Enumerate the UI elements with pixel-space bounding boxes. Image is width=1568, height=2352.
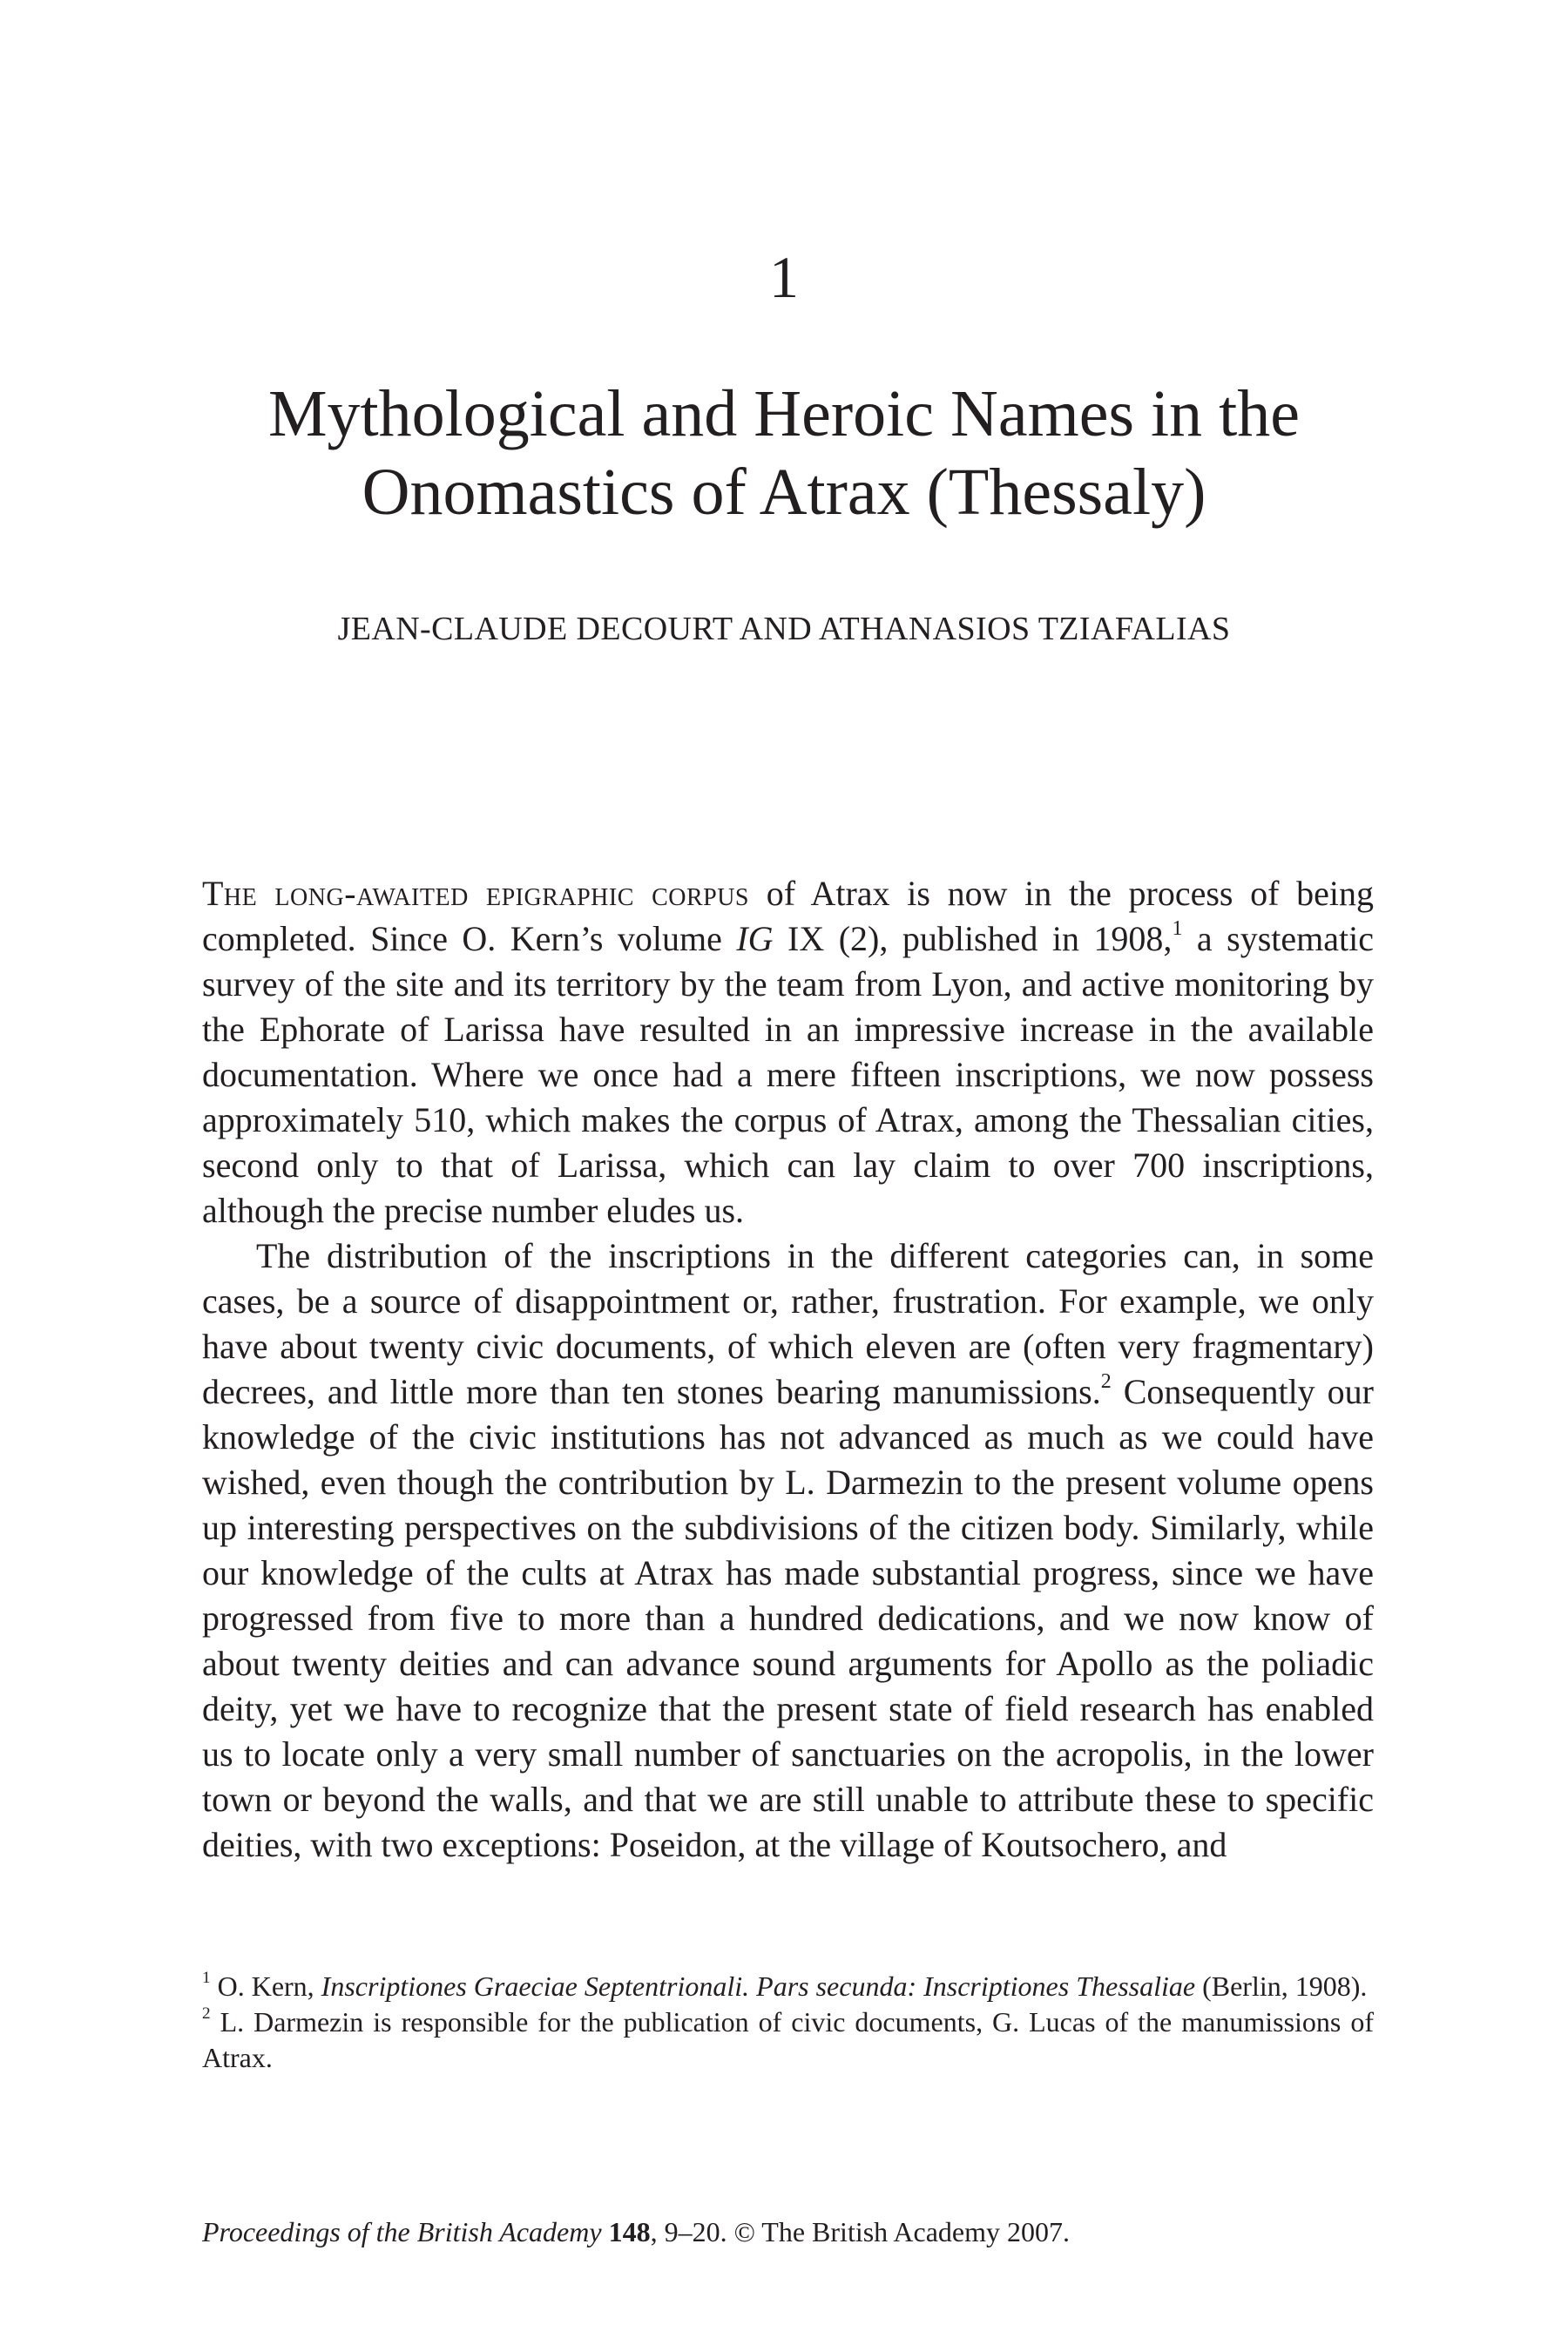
footnote-1 xyxy=(202,1969,1374,2004)
paragraph-1-text-b: IX (2), published in 1908, xyxy=(773,919,1173,958)
page-footer xyxy=(202,2214,1374,2250)
footnote-ref-2[interactable]: 2 xyxy=(1100,1370,1112,1394)
journal-title: Proceedings of the British Academy xyxy=(202,2216,602,2247)
footnote-1-text-a: O. Kern, xyxy=(210,1970,321,2002)
chapter-number: 1 xyxy=(769,244,799,310)
chapter-title-line-1: Mythological and Heroic Names in the xyxy=(267,377,1300,450)
paragraph-1-text-c: a systematic survey of the site and its territory by the team from Lyon, and active monitoring by the Ephorate of Larissa have resulted in an impressive increase in the available documentation. Where we once had a mere fifteen inscriptions, we now possess approximately 510, which makes the corpus of Atrax, among the Thessalian cities, second only to that of Larissa, which can lay claim to over 700 inscriptions, although the precise number eludes us. xyxy=(202,919,1374,1230)
paragraph-1-text-a: of Atrax is now in the process of being completed. Since O. Kern’s volume xyxy=(202,874,1375,958)
footnote-1-title: Inscriptiones Graeciae Septentrionali. Pars secunda: Inscriptiones Thessaliae xyxy=(321,1970,1196,2002)
paragraph-2-text-b: Consequently our knowledge of the civic institutions has not advanced as much as we could have wished, even though the contribution by L. Darmezin to the present volume opens up interesting perspectives on the subdivisions of the citizen body. Similarly, while our knowledge of the cults at Atrax has made substantial progress, since we have progressed from five to more than a hundred dedications, and we now know of about twenty deities and can advance sound arguments for Apollo as the poliadic deity, yet we have to recognize that the present state of field research has enabled us to locate only a very small number of sanctuaries on the acropolis, in the lower town or beyond the walls, and that we are still unable to attribute these to specific deities, with two exceptions: Poseidon, at the village of Koutsochero, and xyxy=(202,1372,1374,1864)
footnote-2 xyxy=(202,2004,1374,2076)
authors: JEAN-CLAUDE DECOURT AND ATHANASIOS TZIAFALIAS xyxy=(337,611,1231,647)
chapter-title xyxy=(157,375,1411,531)
opening-smallcaps: The long-awaited epigraphic corpus xyxy=(202,874,750,913)
ig-abbreviation: IG xyxy=(736,919,774,958)
paragraph-2 xyxy=(202,1233,1374,1868)
footnote-1-mark: 1 xyxy=(202,1969,211,1988)
footnote-ref-1[interactable]: 1 xyxy=(1172,917,1183,941)
footnote-2-mark: 2 xyxy=(202,2004,211,2024)
chapter-title-line-2: Onomastics of Atrax (Thessaly) xyxy=(362,456,1206,529)
paragraph-2-text-a: The distribution of the inscriptions in the different categories can, in some cases, be a source of disappointment or, rather, frustration. For example, we only have about twenty civic documents, of which eleven are (often very fragmentary) decrees, and little more than ten stones bearing manumissions. xyxy=(202,1236,1374,1411)
paragraph-1 xyxy=(202,871,1374,1233)
footnote-2-text: L. Darmezin is responsible for the publication of civic documents, G. Lucas of the manumissions of Atrax. xyxy=(202,2006,1374,2073)
volume-number: 148 xyxy=(608,2216,651,2247)
citation-rest: , 9–20. © The British Academy 2007. xyxy=(650,2216,1071,2247)
footnotes xyxy=(202,1969,1374,2076)
body-text xyxy=(202,871,1374,1868)
footnote-1-text-b: (Berlin, 1908). xyxy=(1195,1970,1368,2002)
